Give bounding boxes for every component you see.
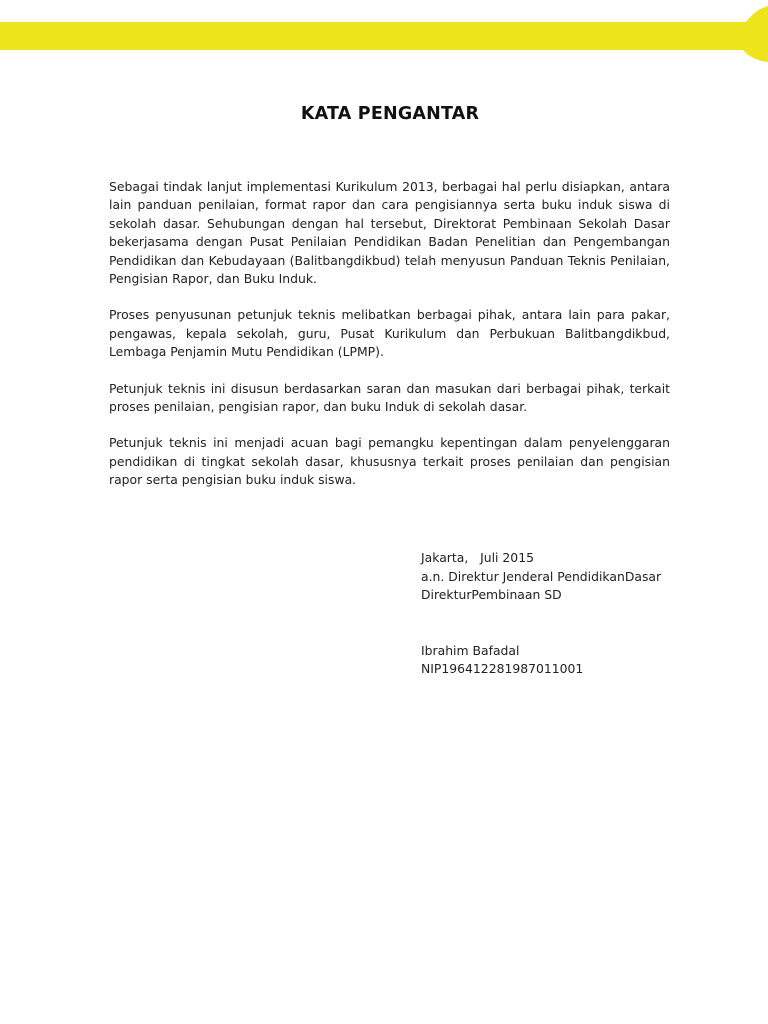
place-date: Jakarta, Juli 2015 bbox=[421, 550, 534, 565]
position-line: DirekturPembinaan SD bbox=[421, 587, 562, 603]
on-behalf-line: a.n. Direktur Jenderal PendidikanDasar bbox=[421, 568, 662, 584]
paragraph-4: Petunjuk teknis ini menjadi acuan bagi pemangku kepentingan dalam penyelenggaran pendidikan di tingkat sekolah dasar, khususnya terkait proses penilaian dan pengisian rapor serta pengisian buku induk siswa. bbox=[109, 435, 670, 488]
signatory-name: Ibrahim Bafadal bbox=[421, 642, 520, 658]
banner-shape bbox=[0, 6, 768, 62]
yellow-header-banner bbox=[0, 0, 768, 64]
signatory-nip: NIP196412281987011001 bbox=[421, 661, 584, 677]
preface-body bbox=[109, 178, 670, 508]
paragraph-1: Sebagai tindak lanjut implementasi Kurikulum 2013, berbagai hal perlu disiapkan, antara lain panduan penilaian, format rapor dan cara pengisiannya serta buku induk siswa di sekolah dasar. Sehubungan dengan hal tersebut, Direktorat Pembinaan Sekolah Dasar bekerjasama dengan Pusat Penilaian Pendidikan Badan Penelitian dan Pengembangan Pendidikan dan Kebudayaan (Balitbangdikbud) telah menyusun Panduan Teknis Penilaian, Pengisian Rapor, dan Buku Induk. bbox=[109, 179, 670, 287]
paragraph-3: Petunjuk teknis ini disusun berdasarkan saran dan masukan dari berbagai pihak, terkait proses penilaian, pengisian rapor, dan buku Induk di sekolah dasar. bbox=[109, 380, 670, 415]
paragraph-2: Proses penyusunan petunjuk teknis melibatkan berbagai pihak, antara lain para pakar, pengawas, kepala sekolah, guru, Pusat Kurikulum dan Perbukuan Balitbangdikbud, Lembaga Penjamin Mutu Pendidikan (LPMP). bbox=[109, 307, 670, 360]
signature-space bbox=[421, 605, 741, 642]
signature-block bbox=[421, 549, 741, 679]
page-title: KATA PENGANTAR bbox=[300, 104, 480, 124]
